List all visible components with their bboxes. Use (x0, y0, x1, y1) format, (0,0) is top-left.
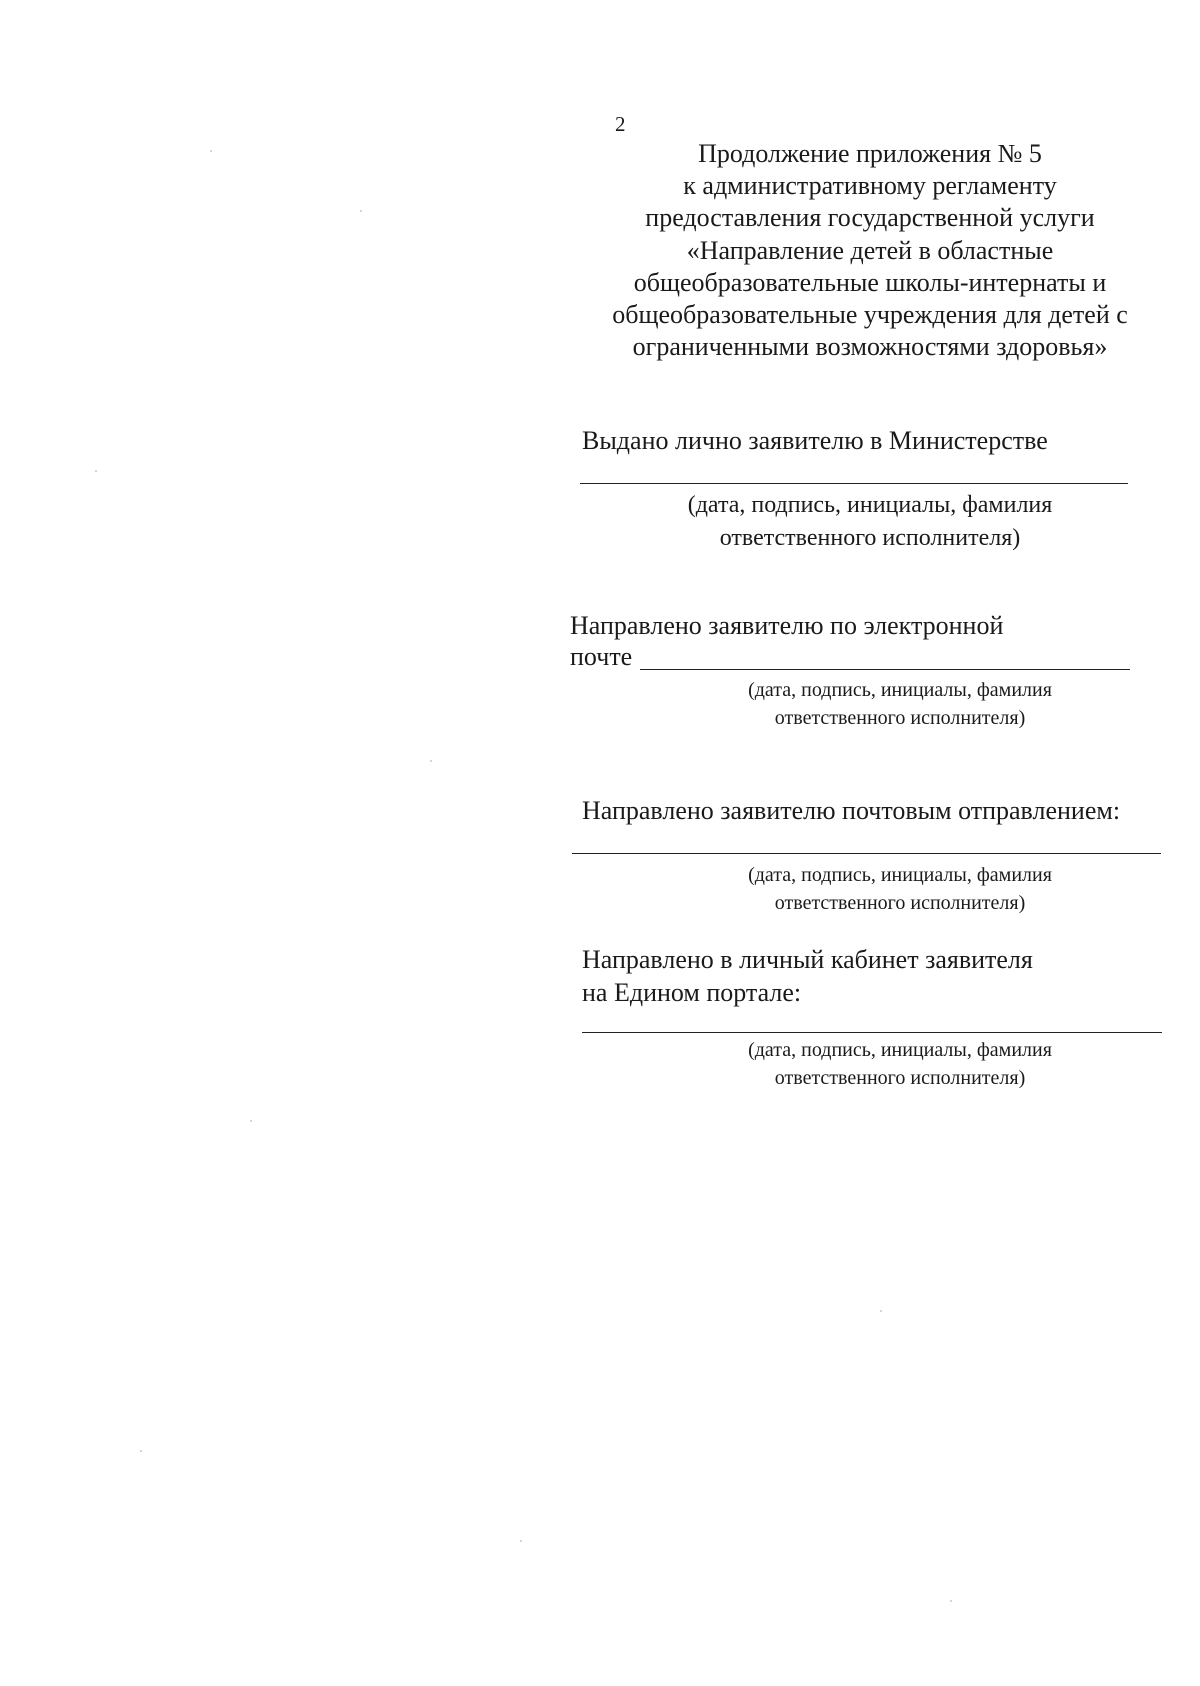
appendix-header-line: Продолжение приложения № 5 (698, 139, 1042, 168)
appendix-header-line: предоставления государственной услуги (645, 203, 1095, 233)
portal-label-continued: на Едином портале: (582, 978, 802, 1007)
portal-label: Направлено в личный кабинет заявителя (582, 945, 1033, 974)
issued-in-person-label: Выдано лично заявителю в Министерстве (582, 426, 1048, 455)
scan-speck (95, 470, 97, 472)
scan-speck (880, 1310, 882, 1312)
page-number: 2 (615, 112, 626, 136)
appendix-header-line: к административному регламенту (683, 171, 1057, 201)
signature-line-email (640, 669, 1130, 670)
scan-speck (250, 1120, 252, 1122)
scan-speck (210, 150, 212, 152)
scan-speck (430, 760, 432, 762)
appendix-header-line: «Направление детей в областные (686, 235, 1054, 265)
email-note (680, 676, 1120, 732)
postal-label: Направлено заявителю почтовым отправлением: (582, 796, 1121, 825)
appendix-header (560, 138, 1180, 363)
email-label-continued: почте (570, 642, 633, 671)
note-line: ответственного исполнителя) (774, 892, 1026, 914)
scan-speck (140, 1450, 142, 1452)
scan-speck (520, 1540, 522, 1542)
signature-line-postal (572, 853, 1161, 854)
appendix-header-line: ограниченными возможностями здоровья» (632, 332, 1108, 362)
note-line: (дата, подпись, инициалы, фамилия (687, 492, 1053, 518)
email-label: Направлено заявителю по электронной (570, 611, 1004, 640)
signature-line-portal (582, 1032, 1162, 1033)
scan-speck (950, 1600, 952, 1602)
appendix-header-line: общеобразовательные школы-интернаты и (633, 267, 1107, 297)
note-line: ответственного исполнителя) (774, 707, 1026, 729)
note-line: (дата, подпись, инициалы, фамилия (748, 679, 1052, 701)
signature-line-in-person (580, 483, 1128, 484)
appendix-header-line: общеобразовательные учреждения для детей с (612, 300, 1128, 330)
issued-in-person-note (620, 489, 1120, 555)
scan-speck (360, 210, 362, 212)
portal-note (680, 1036, 1120, 1092)
postal-note (680, 861, 1120, 917)
note-line: (дата, подпись, инициалы, фамилия (748, 1039, 1052, 1061)
note-line: (дата, подпись, инициалы, фамилия (748, 864, 1052, 886)
note-line: ответственного исполнителя) (719, 525, 1021, 551)
note-line: ответственного исполнителя) (774, 1067, 1026, 1089)
